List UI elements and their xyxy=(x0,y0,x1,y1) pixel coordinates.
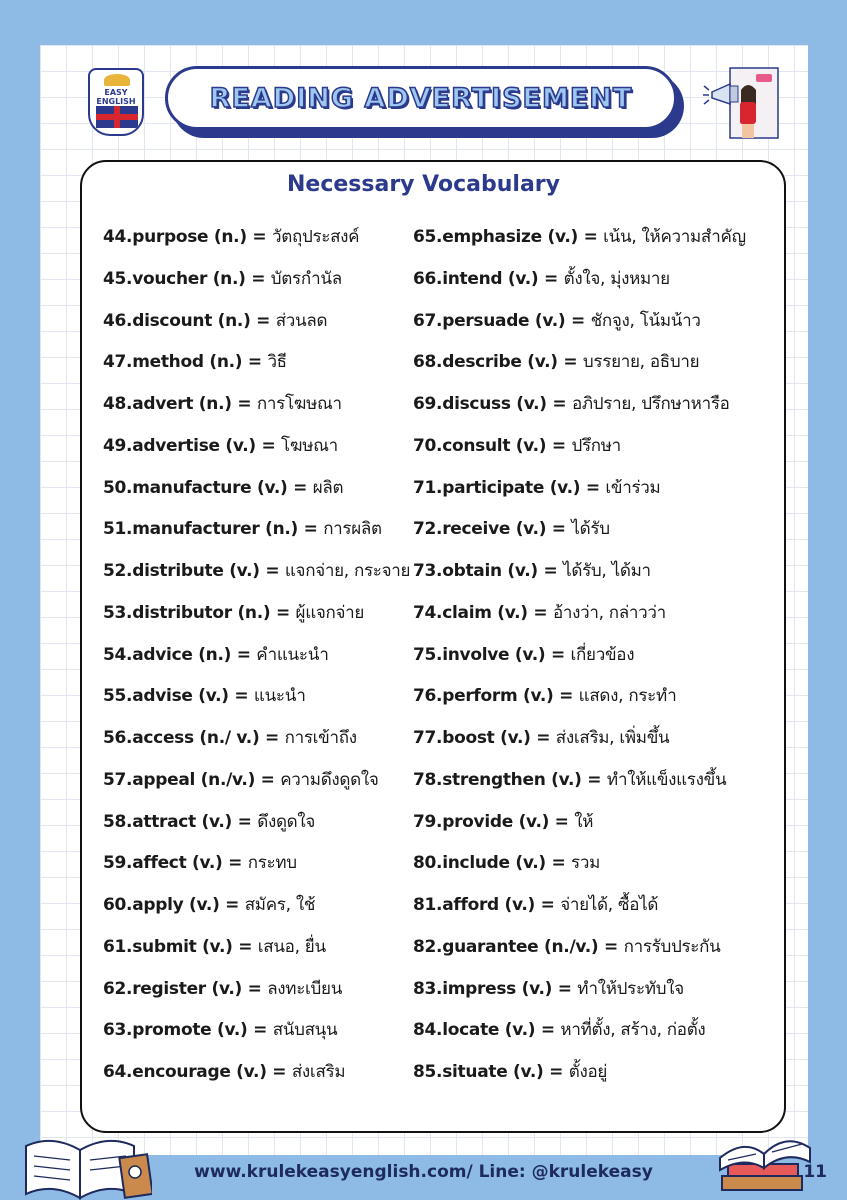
vocab-meaning: ผลิต xyxy=(312,477,344,498)
vocab-item xyxy=(103,509,410,551)
vocab-meaning: ให้ xyxy=(574,811,594,832)
vocab-item xyxy=(413,843,746,885)
vocab-term: 84.locate (v.) = xyxy=(413,1020,561,1041)
vocab-meaning: การผลิต xyxy=(323,519,382,540)
vocab-term: 69.discuss (v.) = xyxy=(413,394,572,414)
vocab-item xyxy=(103,843,410,885)
vocab-term: 60.apply (v.) = xyxy=(103,895,245,915)
vocab-term: 50.manufacture (v.) = xyxy=(103,477,313,498)
vocab-item xyxy=(413,885,746,927)
vocab-item xyxy=(413,342,746,384)
vocab-meaning: การโฆษณา xyxy=(256,394,342,414)
vocab-item xyxy=(413,969,746,1011)
vocab-term: 61.submit (v.) = xyxy=(103,936,258,957)
vocab-item xyxy=(413,1052,746,1094)
logo-text-line-2: ENGLISH xyxy=(96,97,136,106)
vocab-meaning: เน้น, ให้ความสำคัญ xyxy=(603,227,746,247)
vocab-term: 66.intend (v.) = xyxy=(413,268,564,289)
vocab-meaning: ชักจูง, โน้มน้าว xyxy=(590,310,701,331)
vocab-term: 68.describe (v.) = xyxy=(413,352,583,373)
vocab-item xyxy=(413,927,746,969)
vocab-term: 64.encourage (v.) = xyxy=(103,1062,292,1082)
card-title: Necessary Vocabulary xyxy=(287,172,560,197)
vocab-meaning: เกี่ยวข้อง xyxy=(570,644,635,665)
vocab-item xyxy=(103,342,410,384)
vocab-term: 52.distribute (v.) = xyxy=(103,561,285,581)
vocab-item xyxy=(413,384,746,426)
vocab-column-right xyxy=(413,217,746,1094)
vocab-meaning: ตั้งอยู่ xyxy=(568,1062,608,1082)
vocab-term: 49.advertise (v.) = xyxy=(103,435,282,456)
vocab-meaning: ทำให้แข็งแรงขึ้น xyxy=(606,769,727,790)
page-number: 11 xyxy=(803,1162,827,1182)
vocab-meaning: เสนอ, ยื่น xyxy=(257,936,326,957)
vocab-item xyxy=(413,802,746,844)
vocab-item xyxy=(103,468,410,510)
vocab-meaning: กระทบ xyxy=(247,853,297,874)
logo-text-line-1: EASY xyxy=(104,88,128,97)
vocab-term: 45.voucher (n.) = xyxy=(103,268,271,289)
vocab-item xyxy=(103,676,410,718)
vocab-term: 82.guarantee (n./v.) = xyxy=(413,936,624,957)
vocab-term: 71.participate (v.) = xyxy=(413,477,606,498)
vocab-item xyxy=(103,384,410,426)
vocab-term: 77.boost (v.) = xyxy=(413,728,556,748)
vocab-meaning: จ่ายได้, ซื้อได้ xyxy=(560,895,659,915)
vocab-meaning: ได้รับ xyxy=(571,519,610,540)
vocab-term: 72.receive (v.) = xyxy=(413,519,572,540)
book-stack-icon xyxy=(712,1118,814,1200)
vocab-item xyxy=(103,259,410,301)
page-title: READING ADVERTISEMENT xyxy=(209,82,633,114)
footer-website-line: www.krulekeasyenglish.com/ Line: @krulekeasy xyxy=(194,1162,653,1182)
vocab-meaning: ส่วนลด xyxy=(275,310,328,331)
vocab-term: 56.access (n./ v.) = xyxy=(103,728,285,748)
vocab-item xyxy=(103,760,410,802)
vocab-item xyxy=(413,301,746,343)
vocab-term: 75.involve (v.) = xyxy=(413,644,571,665)
vocab-term: 76.perform (v.) = xyxy=(413,686,579,707)
vocab-item xyxy=(413,635,746,677)
vocab-item xyxy=(103,885,410,927)
open-book-icon xyxy=(22,1120,152,1200)
vocab-meaning: วิธี xyxy=(267,352,287,373)
vocab-meaning: ปรึกษา xyxy=(571,435,621,456)
vocab-meaning: สนับสนุน xyxy=(272,1020,338,1041)
vocab-term: 58.attract (v.) = xyxy=(103,811,258,832)
vocab-item xyxy=(103,969,410,1011)
vocab-term: 74.claim (v.) = xyxy=(413,602,553,623)
vocab-item xyxy=(413,217,746,259)
woman-with-megaphone-icon xyxy=(700,64,780,142)
vocab-item xyxy=(413,426,746,468)
vocab-item xyxy=(103,718,410,760)
vocab-meaning: สมัคร, ใช้ xyxy=(244,895,316,915)
vocab-item xyxy=(413,760,746,802)
vocab-item xyxy=(103,802,410,844)
vocab-term: 47.method (n.) = xyxy=(103,352,268,373)
vocab-item xyxy=(413,509,746,551)
vocab-meaning: ลงทะเบียน xyxy=(267,978,343,999)
vocab-item xyxy=(413,468,746,510)
vocab-meaning: โฆษณา xyxy=(281,435,338,456)
vocab-item xyxy=(103,301,410,343)
vocab-item xyxy=(103,217,410,259)
vocab-term: 73.obtain (v.) = xyxy=(413,561,564,581)
easy-english-logo xyxy=(88,68,144,136)
vocab-item xyxy=(103,426,410,468)
vocab-term: 83.impress (v.) = xyxy=(413,978,578,999)
vocab-meaning: ทำให้ประทับใจ xyxy=(577,978,684,999)
vocab-term: 51.manufacturer (n.) = xyxy=(103,519,324,540)
vocab-item xyxy=(103,551,410,593)
vocab-item xyxy=(103,635,410,677)
vocab-meaning: รวม xyxy=(571,853,601,874)
vocab-meaning: ส่งเสริม xyxy=(291,1062,346,1082)
vocab-meaning: การรับประกัน xyxy=(623,936,721,957)
title-banner xyxy=(165,66,677,130)
vocab-item xyxy=(413,676,746,718)
union-flag-icon xyxy=(96,106,138,128)
vocab-item xyxy=(103,927,410,969)
vocab-term: 79.provide (v.) = xyxy=(413,811,575,832)
vocab-term: 55.advise (v.) = xyxy=(103,686,254,707)
vocab-meaning: ดึงดูดใจ xyxy=(257,811,316,832)
vocab-meaning: ส่งเสริม, เพิ่มขึ้น xyxy=(555,728,670,748)
vocab-meaning: บรรยาย, อธิบาย xyxy=(582,352,700,373)
vocab-meaning: ผู้แจกจ่าย xyxy=(295,602,365,623)
vocab-item xyxy=(413,593,746,635)
vocab-meaning: ตั้งใจ, มุ่งหมาย xyxy=(563,268,670,289)
vocab-item xyxy=(413,718,746,760)
vocab-meaning: การเข้าถึง xyxy=(284,728,357,748)
vocab-meaning: อภิปราย, ปรึกษาหารือ xyxy=(571,394,730,414)
vocab-item xyxy=(103,1010,410,1052)
vocab-meaning: หาที่ตั้ง, สร้าง, ก่อตั้ง xyxy=(560,1020,706,1041)
vocab-meaning: แสดง, กระทำ xyxy=(578,686,677,707)
vocab-meaning: ความดึงดูดใจ xyxy=(280,769,379,790)
vocab-term: 67.persuade (v.) = xyxy=(413,310,591,331)
vocab-term: 59.affect (v.) = xyxy=(103,853,248,874)
vocab-term: 85.situate (v.) = xyxy=(413,1062,569,1082)
vocab-term: 57.appeal (n./v.) = xyxy=(103,769,281,790)
vocab-term: 78.strengthen (v.) = xyxy=(413,769,607,790)
vocab-term: 54.advice (n.) = xyxy=(103,644,257,665)
vocab-term: 65.emphasize (v.) = xyxy=(413,227,604,247)
vocab-term: 70.consult (v.) = xyxy=(413,435,572,456)
vocab-term: 80.include (v.) = xyxy=(413,853,572,874)
vocab-meaning: ได้รับ, ได้มา xyxy=(563,561,651,581)
vocab-term: 44.purpose (n.) = xyxy=(103,227,272,247)
vocab-term: 63.promote (v.) = xyxy=(103,1020,273,1041)
vocab-item xyxy=(413,1010,746,1052)
vocab-meaning: แนะนำ xyxy=(253,686,306,707)
vocab-item xyxy=(413,259,746,301)
vocab-item xyxy=(413,551,746,593)
vocab-meaning: อ้างว่า, กล่าวว่า xyxy=(552,602,666,623)
vocab-item xyxy=(103,1052,410,1094)
vocab-item xyxy=(103,593,410,635)
vocab-column-left xyxy=(103,217,410,1094)
vocab-term: 48.advert (n.) = xyxy=(103,394,257,414)
vocab-meaning: คำแนะนำ xyxy=(256,644,329,665)
vocab-term: 53.distributor (n.) = xyxy=(103,602,296,623)
vocab-meaning: บัตรกำนัล xyxy=(270,268,342,289)
vocab-term: 46.discount (n.) = xyxy=(103,310,276,331)
vocab-term: 81.afford (v.) = xyxy=(413,895,561,915)
wing-emblem-icon xyxy=(104,74,130,86)
vocab-meaning: แจกจ่าย, กระจาย xyxy=(284,561,411,581)
vocab-term: 62.register (v.) = xyxy=(103,978,268,999)
vocab-meaning: เข้าร่วม xyxy=(605,477,661,498)
vocab-meaning: วัตถุประสงค์ xyxy=(271,227,360,247)
